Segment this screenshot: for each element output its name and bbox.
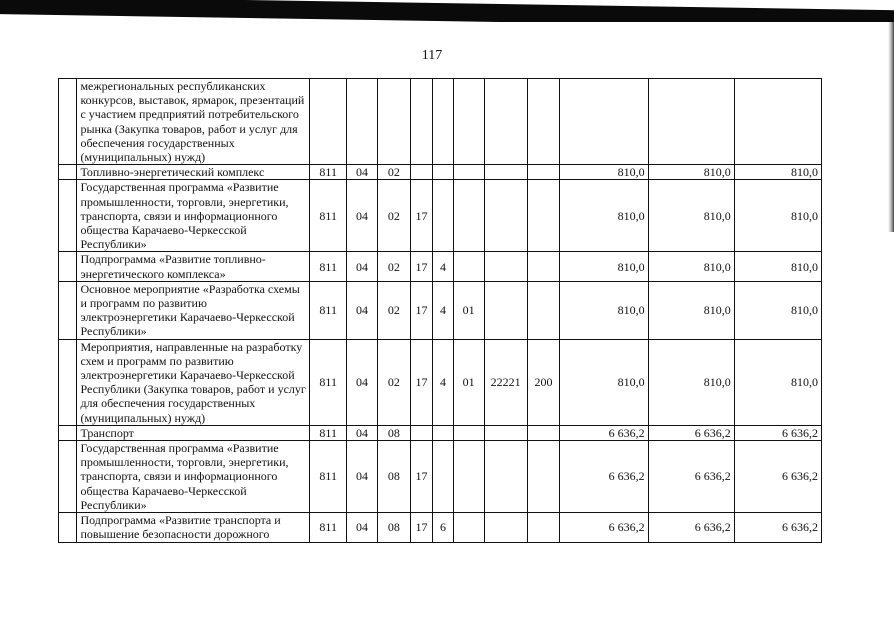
scan-edge-right [888,22,894,232]
expense-direction-code-cell [484,79,527,165]
amount-year1-cell: 6 636,2 [560,441,648,513]
amount-year3-cell: 810,0 [734,252,821,281]
row-margin-cell [59,441,77,513]
department-code-cell: 811 [310,441,347,513]
amount-year1-cell: 810,0 [560,281,648,339]
main-activity-code-cell [453,425,484,440]
section-code-cell: 04 [347,281,378,339]
row-margin-cell [59,252,77,281]
program-code-cell [410,79,433,165]
subsection-code-cell: 08 [377,441,410,513]
item-name-cell: Государственная программа «Развитие промышленности, торговли, энергетики, транспорта, связи и информационного общества Карачаево-Черкесской Республики» [77,180,310,252]
row-margin-cell [59,425,77,440]
department-code-cell: 811 [310,339,347,425]
main-activity-code-cell [453,165,484,180]
section-code-cell: 04 [347,339,378,425]
section-code-cell: 04 [347,513,378,542]
amount-year1-cell [560,79,648,165]
expense-type-code-cell [527,441,560,513]
amount-year2-cell: 810,0 [648,252,734,281]
subsection-code-cell: 02 [377,339,410,425]
amount-year3-cell [734,79,821,165]
subprogram-code-cell [433,441,454,513]
department-code-cell: 811 [310,180,347,252]
program-code-cell [410,425,433,440]
table-row [59,281,822,339]
subprogram-code-cell [433,79,454,165]
table-row [59,79,822,165]
item-name-cell: Подпрограмма «Развитие топливно-энергетического комплекса» [77,252,310,281]
table-row [59,252,822,281]
amount-year2-cell: 810,0 [648,165,734,180]
expense-direction-code-cell [484,513,527,542]
item-name-cell: межрегиональных республиканских конкурсов, выставок, ярмарок, презентаций с участием предприятий потребительского рынка (Закупка товаров, работ и услуг для обеспечения государственных (муниципальных) нужд) [77,79,310,165]
program-code-cell: 17 [410,441,433,513]
expense-direction-code-cell [484,425,527,440]
expense-type-code-cell [527,252,560,281]
row-margin-cell [59,165,77,180]
row-margin-cell [59,79,77,165]
subsection-code-cell: 08 [377,425,410,440]
budget-table [58,78,822,543]
subprogram-code-cell: 4 [433,281,454,339]
amount-year3-cell: 6 636,2 [734,441,821,513]
program-code-cell: 17 [410,281,433,339]
amount-year3-cell: 6 636,2 [734,513,821,542]
row-margin-cell [59,281,77,339]
item-name-cell: Мероприятия, направленные на разработку схем и программ по развитию электроэнергетики Карачаево-Черкесской Республики (Закупка товаров, работ и услуг для обеспечения государственных (муниципальных) нужд) [77,339,310,425]
amount-year1-cell: 810,0 [560,165,648,180]
subsection-code-cell: 02 [377,252,410,281]
expense-type-code-cell: 200 [527,339,560,425]
expense-type-code-cell [527,180,560,252]
department-code-cell: 811 [310,281,347,339]
table-row [59,513,822,542]
main-activity-code-cell [453,180,484,252]
department-code-cell: 811 [310,513,347,542]
expense-type-code-cell [527,165,560,180]
row-margin-cell [59,513,77,542]
main-activity-code-cell [453,79,484,165]
program-code-cell: 17 [410,252,433,281]
main-activity-code-cell [453,252,484,281]
amount-year1-cell: 810,0 [560,180,648,252]
amount-year3-cell: 810,0 [734,339,821,425]
department-code-cell: 811 [310,165,347,180]
program-code-cell: 17 [410,180,433,252]
section-code-cell [347,79,378,165]
item-name-cell: Топливно-энергетический комплекс [77,165,310,180]
item-name-cell: Транспорт [77,425,310,440]
amount-year3-cell: 810,0 [734,180,821,252]
program-code-cell: 17 [410,339,433,425]
expense-direction-code-cell [484,441,527,513]
program-code-cell: 17 [410,513,433,542]
expense-direction-code-cell [484,281,527,339]
table-row [59,441,822,513]
table-row [59,180,822,252]
section-code-cell: 04 [347,441,378,513]
expense-direction-code-cell [484,252,527,281]
amount-year2-cell [648,79,734,165]
subprogram-code-cell [433,165,454,180]
amount-year2-cell: 810,0 [648,281,734,339]
subprogram-code-cell: 4 [433,339,454,425]
page-number: 117 [421,48,443,63]
item-name-cell: Основное мероприятие «Разработка схемы и программ по развитию электроэнергетики Карачаево-Черкесской Республики» [77,281,310,339]
subprogram-code-cell [433,425,454,440]
expense-type-code-cell [527,513,560,542]
expense-type-code-cell [527,425,560,440]
subsection-code-cell: 02 [377,180,410,252]
expense-type-code-cell [527,79,560,165]
expense-direction-code-cell [484,165,527,180]
section-code-cell: 04 [347,180,378,252]
section-code-cell: 04 [347,165,378,180]
subsection-code-cell [377,79,410,165]
expense-direction-code-cell [484,180,527,252]
subsection-code-cell: 02 [377,281,410,339]
table-row [59,165,822,180]
subprogram-code-cell [433,180,454,252]
amount-year3-cell: 810,0 [734,165,821,180]
table-row [59,425,822,440]
subsection-code-cell: 08 [377,513,410,542]
department-code-cell [310,79,347,165]
amount-year3-cell: 6 636,2 [734,425,821,440]
amount-year2-cell: 6 636,2 [648,513,734,542]
department-code-cell: 811 [310,252,347,281]
row-margin-cell [59,180,77,252]
scan-edge-top [0,0,894,22]
subsection-code-cell: 02 [377,165,410,180]
main-activity-code-cell [453,513,484,542]
item-name-cell: Подпрограмма «Развитие транспорта и повышение безопасности дорожного [77,513,310,542]
table-row [59,339,822,425]
amount-year2-cell: 6 636,2 [648,425,734,440]
section-code-cell: 04 [347,252,378,281]
row-margin-cell [59,339,77,425]
item-name-cell: Государственная программа «Развитие промышленности, торговли, энергетики, транспорта, связи и информационного общества Карачаево-Черкесской Республики» [77,441,310,513]
amount-year1-cell: 810,0 [560,339,648,425]
amount-year1-cell: 6 636,2 [560,425,648,440]
subprogram-code-cell: 4 [433,252,454,281]
amount-year1-cell: 6 636,2 [560,513,648,542]
program-code-cell [410,165,433,180]
section-code-cell: 04 [347,425,378,440]
main-activity-code-cell: 01 [453,281,484,339]
amount-year3-cell: 810,0 [734,281,821,339]
amount-year1-cell: 810,0 [560,252,648,281]
expense-type-code-cell [527,281,560,339]
subprogram-code-cell: 6 [433,513,454,542]
main-activity-code-cell [453,441,484,513]
expense-direction-code-cell: 22221 [484,339,527,425]
department-code-cell: 811 [310,425,347,440]
amount-year2-cell: 6 636,2 [648,441,734,513]
amount-year2-cell: 810,0 [648,180,734,252]
amount-year2-cell: 810,0 [648,339,734,425]
main-activity-code-cell: 01 [453,339,484,425]
